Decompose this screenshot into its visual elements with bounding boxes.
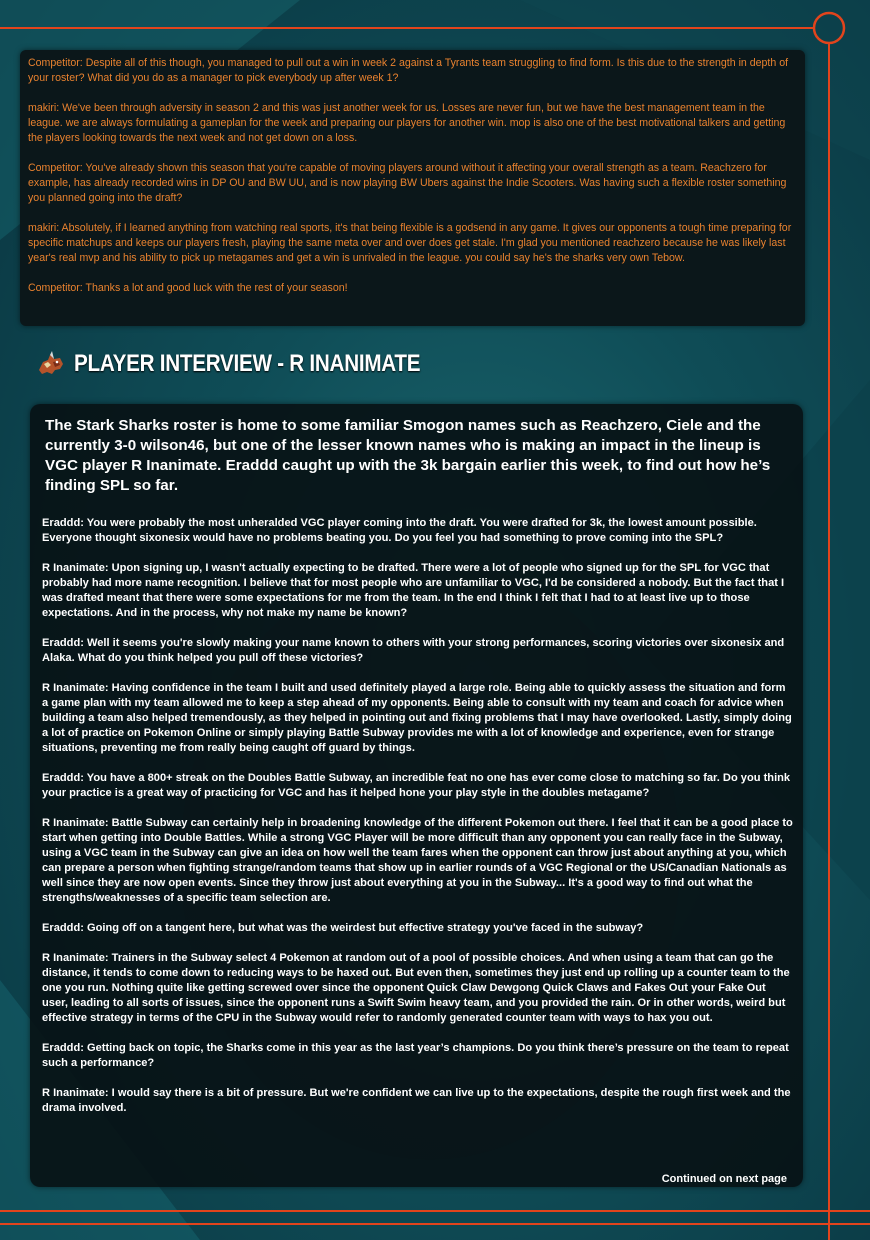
previous-interview-box [20,50,805,326]
interview-paragraph: R Inanimate: Upon signing up, I wasn't actually expecting to be drafted. There were a lot of people who signed up for the SPL for VGC that probably had more name recognition. I believe that for most people who are unfamiliar to VGC, I'd be considered a nobody. But the fact that I was drafted meant that there were some expectations for me from the team. In the end I think I felt that I had to at least live up to those expectations. And in the process, why not make my name be known? [42,562,785,619]
interview-paragraph: Eraddd: You were probably the most unheralded VGC player coming into the draft. You were drafted for 3k, the lowest amount possible. Everyone thought sixonesix would have no problems beating you. Do you feel you had something to prove coming into the SPL? [42,517,757,544]
interview-body [42,516,794,1131]
section-heading: PLAYER INTERVIEW - R INANIMATE [74,350,421,377]
interview-intro: The Stark Sharks roster is home to some familiar Smogon names such as Reachzero, Ciele and the currently 3-0 wilson46, but one of the lesser known names who is making an impact in the lineup is VGC player R Inanimate. Eraddd caught up with the 3k bargain earlier this week, to find out how he’s finding SPL so far. [45,417,771,494]
frame-bottom-line-1 [0,1210,870,1212]
frame-bottom-line-2 [0,1223,870,1225]
frame-corner-circle [810,10,848,46]
interview-paragraph: R Inanimate: Trainers in the Subway select 4 Pokemon at random out of a pool of possible choices. And when using a team that can go the distance, it tends to come down to reducing ways to be haxed out. But even then, sometimes they just end up rolling up a counter team to the one you run. Nothing quite like getting screwed over since the opponent Quick Claw Dewgong Quick Claws and Fakes Out your Fake Out user, leading to all sorts of issues, since the opponent runs a Swift Swim heavy team, and you provided the rain. Or in other words, weird but effective strategy in terms of the CPU in the Subway would refer to randomly generated counter team with ways to hax you out. [42,952,790,1024]
interview-paragraph: R Inanimate: Battle Subway can certainly help in broadening knowledge of the different Pokemon out there. I feel that it can be a good place to start when getting into Double Battles. While a strong VGC Player will be more difficult than any opponent you can really face in the Subway, using a VGC team in the Subway can give an idea on how well the team fares when the opponent can throw just about anything at you, which can prepare a person when fighting strange/random teams that show up in earlier rounds of a VGC Regional or the US/Canadian Nationals as well since they are now open events. Since they throw just about everything at you in the Subway... It's a good way to find out what the strengths/weaknesses of a specific team selection are. [42,817,793,904]
top-paragraph: Competitor: Thanks a lot and good luck with the rest of your season! [28,282,348,294]
top-paragraph: Competitor: You've already shown this season that you're capable of moving players around without it affecting your overall strength as a team. Reachzero for example, has already recorded wins in DP OU and BW UU, and is now playing BW Ubers against the Indie Scooters. Was having such a flexible roster something you planned going into the draft? [28,162,787,204]
section-heading-row [36,350,477,378]
frame-top-line [0,27,813,29]
continued-note: Continued on next page [661,1173,787,1185]
top-paragraph: makiri: We've been through adversity in season 2 and this was just another week for us. Losses are never fun, but we have the best management team in the league. we are always formulating a gameplan for the week and preparing our players for another win. mop is also one of the best motivational talkers and getting the players looking towards the next week and not get down on a loss. [28,102,786,144]
interview-paragraph: Eraddd: You have a 800+ streak on the Doubles Battle Subway, an incredible feat no one has ever come close to matching so far. Do you think your practice is a great way of practicing for VGC and has it helped hone your play style in the doubles metagame? [42,772,791,799]
top-paragraph: Competitor: Despite all of this though, you managed to pull out a win in week 2 against a Tyrants team struggling to find form. Is this due to the strength in depth of your roster? What did you do as a manager to pick everybody up after week 1? [28,57,789,84]
interview-paragraph: Eraddd: Well it seems you're slowly making your name known to others with your strong performances, scoring victories over sixonesix and Alaka. What do you think helped you pull off these victories? [42,637,785,664]
top-paragraph: makiri: Absolutely, if I learned anything from watching real sports, it's that being flexible is a godsend in any game. It gives our opponents a tough time preparing for specific matchups and keeps our players fresh, playing the same meta over and over does get stale. I'm glad you mentioned reachzero because he was likely last year's real mvp and his ability to pick up metagames and get a win is unrivaled in the league. you could say he's the sharks very own Tebow. [28,222,792,264]
pokemon-sprite-icon [36,350,66,378]
interview-paragraph: R Inanimate: I would say there is a bit of pressure. But we're confident we can live up to the expectations, despite the rough first week and the drama involved. [42,1087,791,1114]
interview-paragraph: Eraddd: Getting back on topic, the Sharks come in this year as the last year’s champions. Do you think there’s pressure on the team to repeat such a performance? [42,1042,789,1069]
interview-paragraph: Eraddd: Going off on a tangent here, but what was the weirdest but effective strategy you've faced in the subway? [42,922,644,934]
interview-box [30,404,803,1187]
frame-right-line [828,44,830,1240]
interview-paragraph: R Inanimate: Having confidence in the team I built and used definitely played a large role. Being able to quickly assess the situation and form a game plan with my team allowed me to keep a step ahead of my opponents. Being able to consult with my team and coach for advice when building a team also helped tremendously, as they helped in pointing out and fixing problems that I may have overlooked. Lastly, simply doing a lot of practice on Pokemon Online or simply playing Battle Subway provides me with a lot of knowledge and experience, even for strange situations, preventing me from really being caught off guard by things. [42,682,792,754]
